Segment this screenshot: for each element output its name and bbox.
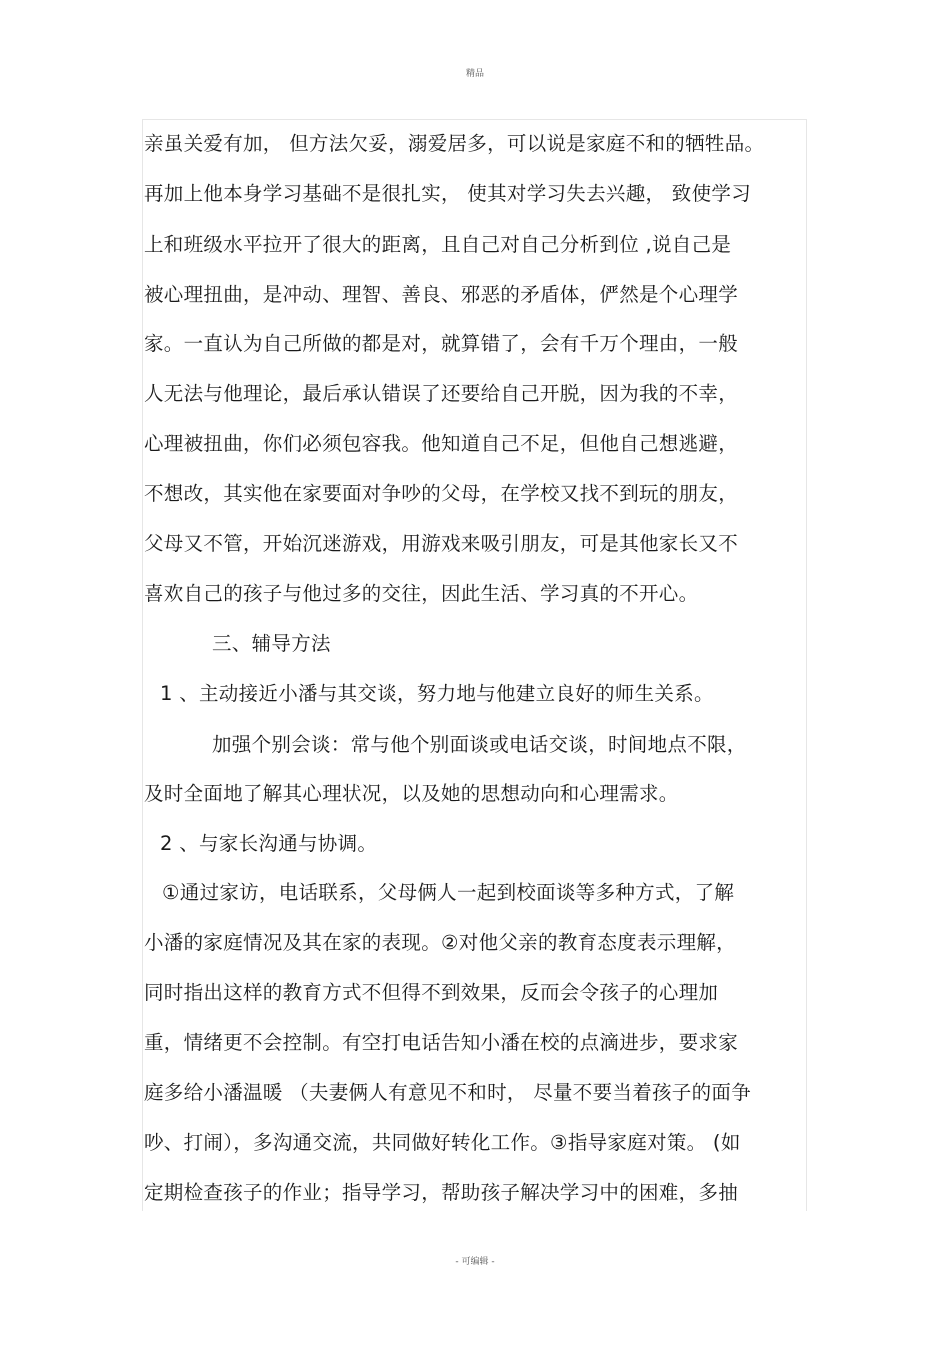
body-line: 被心理扭曲，是冲动、理智、善良、邪恶的矛盾体，俨然是个心理学 (144, 283, 739, 306)
body-line: 小潘的家庭情况及其在家的表现。②对他父亲的教育态度表示理解， (144, 931, 736, 954)
body-line: 上和班级水平拉开了很大的距离，且自己对自己分析到位 ,说自己是 (144, 233, 732, 256)
body-line: 定期检查孩子的作业；指导学习，帮助孩子解决学习中的困难，多抽 (144, 1181, 739, 1204)
body-line: 吵、打闹），多沟通交流，共同做好转化工作。③指导家庭对策。 (如 (144, 1131, 741, 1154)
header-mark: 精品 (465, 69, 484, 79)
document-body (144, 0, 806, 1345)
page-frame-left-border (142, 119, 143, 1211)
body-line: ①通过家访，电话联系，父母俩人一起到校面谈等多种方式，了解 (162, 881, 735, 904)
body-line: 人无法与他理论，最后承认错误了还要给自己开脱，因为我的不幸， (144, 382, 739, 405)
body-line: 喜欢自己的孩子与他过多的交往，因此生活、学习真的不开心。 (144, 582, 699, 605)
section-heading: 三、辅导方法 (212, 632, 331, 655)
list-item-heading: 1 、主动接近小潘与其交谈，努力地与他建立良好的师生关系。 (160, 682, 714, 705)
body-line: 同时指出这样的教育方式不但得不到效果，反而会令孩子的心理加 (144, 981, 719, 1004)
body-line: 再加上他本身学习基础不是很扎实， 使其对学习失去兴趣， 致使学习 (144, 182, 751, 205)
body-line: 心理被扭曲，你们必须包容我。他知道自己不足，但他自己想逃避， (144, 432, 739, 455)
body-line: 亲虽关爱有加， 但方法欠妥，溺爱居多，可以说是家庭不和的牺牲品。 (144, 132, 765, 155)
body-line: 加强个别会谈：常与他个别面谈或电话交谈，时间地点不限， (212, 733, 747, 756)
body-line: 重，情绪更不会控制。有空打电话告知小潘在校的点滴进步，要求家 (144, 1031, 739, 1054)
list-item-heading: 2 、与家长沟通与协调。 (160, 832, 378, 855)
body-line: 及时全面地了解其心理状况，以及她的思想动向和心理需求。 (144, 782, 679, 805)
body-line: 不想改，其实他在家要面对争吵的父母，在学校又找不到玩的朋友， (144, 482, 739, 505)
page-frame-right-border (806, 119, 807, 1211)
body-line: 父母又不管，开始沉迷游戏，用游戏来吸引朋友，可是其他家长又不 (144, 532, 739, 555)
footer-mark: - 可编辑 - (455, 1257, 495, 1267)
body-line: 家。一直认为自己所做的都是对，就算错了，会有千万个理由，一般 (144, 332, 739, 355)
body-line: 庭多给小潘温暖 （夫妻俩人有意见不和时， 尽量不要当着孩子的面争 (144, 1081, 751, 1104)
